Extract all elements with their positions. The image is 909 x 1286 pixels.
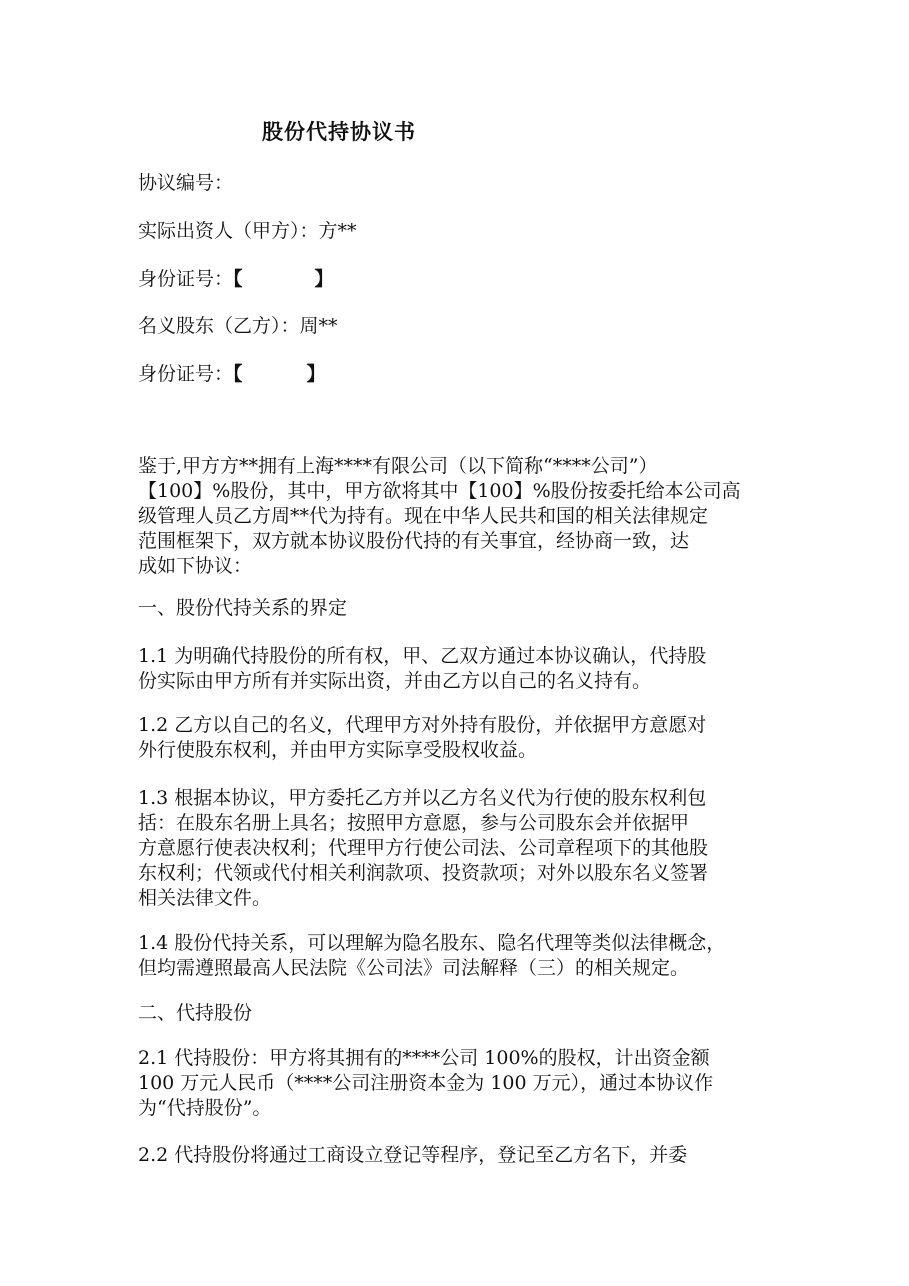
preamble-paragraph <box>138 454 778 579</box>
clause-line: 1.4 股份代持关系，可以理解为隐名股东、隐名代理等类似法律概念， <box>138 932 726 954</box>
nominee-id-bracket-open: 【 <box>233 363 243 385</box>
agreement-number-field <box>138 168 233 195</box>
investor-id-field <box>138 264 334 291</box>
nominee-label: 名义股东（乙方）：周** <box>138 315 338 337</box>
investor-label: 实际出资人（甲方）：方** <box>138 220 357 242</box>
clause-2-1 <box>138 1046 778 1121</box>
clause-line: 2.2 代持股份将通过工商设立登记等程序，登记至乙方名下，并委 <box>138 1144 688 1166</box>
document-title: 股份代持协议书 <box>262 119 416 144</box>
section-2-heading-text: 二、代持股份 <box>138 1002 253 1024</box>
clause-1-1 <box>138 644 778 694</box>
nominee-field <box>138 311 338 338</box>
clause-1-4 <box>138 931 778 981</box>
investor-id-bracket-close: 】 <box>314 268 334 290</box>
clause-line: 方意愿行使表决权利；代理甲方行使公司法、公司章程项下的其他股 <box>138 837 709 859</box>
preamble-line: 【100】%股份，其中，甲方欲将其中【100】%股份按委托给本公司高 <box>138 480 741 502</box>
section-2-heading <box>138 1001 778 1026</box>
clause-line: 外行使股东权利，并由甲方实际享受股权收益。 <box>138 739 538 761</box>
clause-line: 1.3 根据本协议，甲方委托乙方并以乙方名义代为行使的股东权利包 <box>138 787 707 809</box>
nominee-id-bracket-close: 】 <box>306 363 326 385</box>
clause-line: 但均需遵照最高人民法院《公司法》司法解释（三）的相关规定。 <box>138 957 690 979</box>
investor-field <box>138 216 357 243</box>
clause-1-2 <box>138 713 778 763</box>
preamble-line: 鉴于,甲方方**拥有上海****有限公司（以下简称“****公司”） <box>138 455 658 477</box>
preamble-line: 范围框架下，双方就本协议股份代持的有关事宜，经协商一致，达 <box>138 530 690 552</box>
investor-id-bracket-open: 【 <box>233 268 243 290</box>
preamble-line: 成如下协议： <box>138 555 253 577</box>
clause-line: 1.2 乙方以自己的名义，代理甲方对外持有股份，并依据甲方意愿对 <box>138 714 707 736</box>
clause-line: 东权利；代领或代付相关利润款项、投资款项；对外以股东名义签署 <box>138 862 709 884</box>
agreement-number-label: 协议编号： <box>138 172 234 194</box>
section-1-heading-text: 一、股份代持关系的界定 <box>138 597 348 619</box>
section-1-heading <box>138 596 778 621</box>
clause-2-2 <box>138 1143 778 1168</box>
clause-line: 为“代持股份”。 <box>138 1097 272 1119</box>
clause-line: 括：在股东名册上具名；按照甲方意愿，参与公司股东会并依据甲 <box>138 812 690 834</box>
investor-id-label: 身份证号： <box>138 268 234 290</box>
nominee-id-label: 身份证号： <box>138 363 234 385</box>
clause-line: 相关法律文件。 <box>138 887 272 909</box>
clause-line: 100 万元人民币（****公司注册资本金为 100 万元），通过本协议作 <box>138 1072 714 1094</box>
nominee-id-field <box>138 359 326 386</box>
clause-1-3 <box>138 786 778 911</box>
clause-line: 份实际由甲方所有并实际出资，并由乙方以自己的名义持有。 <box>138 670 652 692</box>
clause-line: 1.1 为明确代持股份的所有权，甲、乙双方通过本协议确认，代持股 <box>138 645 707 667</box>
clause-line: 2.1 代持股份：甲方将其拥有的****公司 100%的股权，计出资金额 <box>138 1047 710 1069</box>
preamble-line: 级管理人员乙方周**代为持有。现在中华人民共和国的相关法律规定 <box>138 505 709 527</box>
